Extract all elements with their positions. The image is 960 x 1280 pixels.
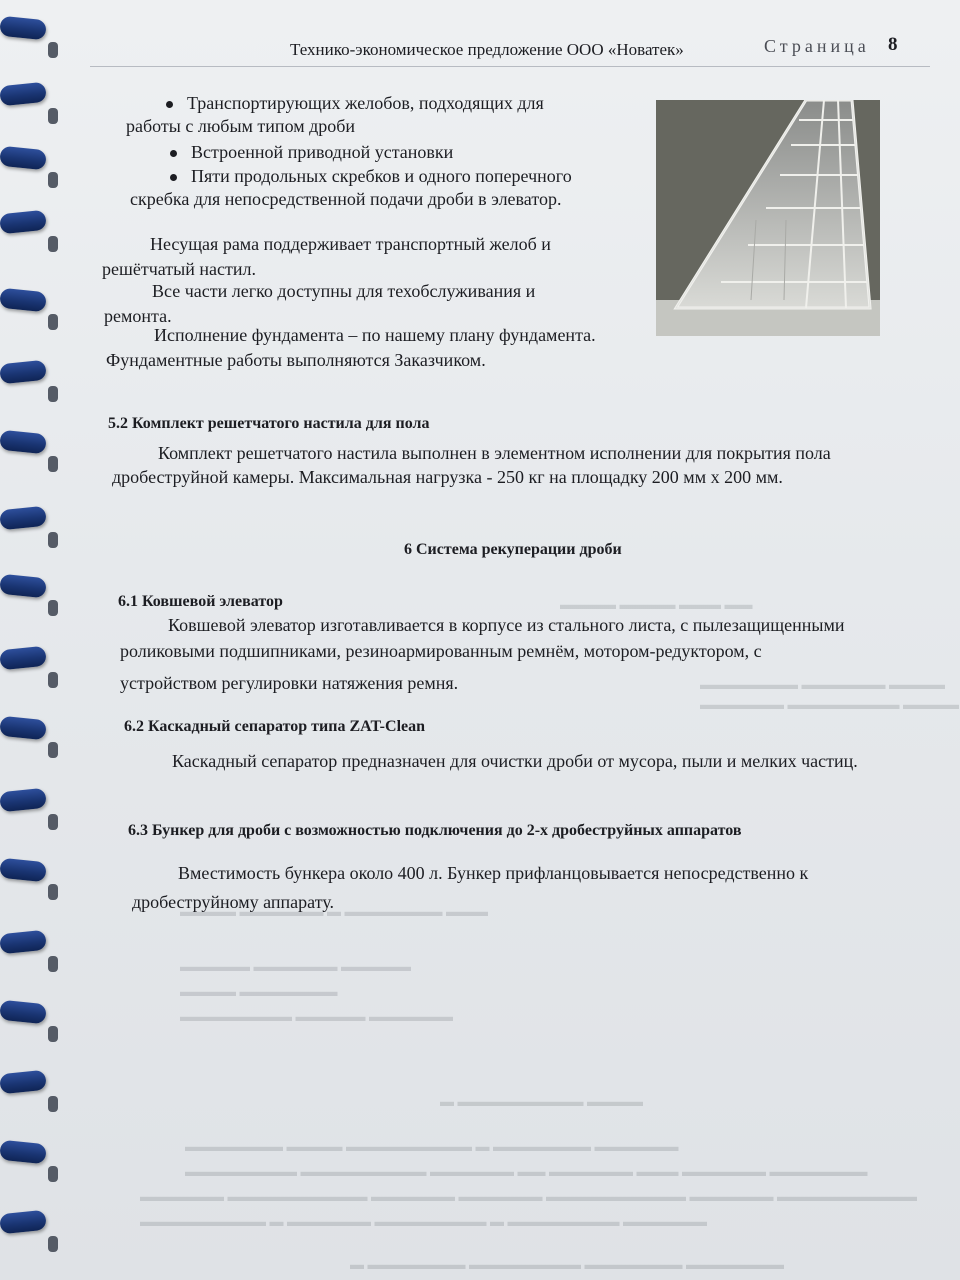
binding-ring — [0, 930, 47, 955]
bleed-through-text: ▬▬▬▬▬▬ ▬▬▬▬▬▬▬▬▬▬ ▬▬▬▬▬▬ ▬▬▬▬▬▬ ▬▬▬▬▬▬▬▬▬▬ ▬▬▬▬▬▬ ▬▬▬▬▬▬▬▬▬▬ — [140, 1190, 917, 1205]
bullet-text: Встроенной приводной установки — [191, 142, 454, 162]
bullet-text: Пяти продольных скребков и одного поперечного — [191, 166, 572, 186]
binding-ring — [0, 82, 47, 107]
spiral-binding — [0, 0, 80, 1280]
paragraph-line: устройством регулировки натяжения ремня. — [120, 673, 459, 693]
chapter-heading: 6 Система рекуперации дроби — [404, 541, 622, 558]
binding-hole — [48, 672, 58, 688]
binding-ring — [0, 716, 47, 741]
page-number: 8 — [888, 34, 898, 55]
binding-ring — [0, 16, 47, 41]
binding-hole — [48, 742, 58, 758]
binding-hole — [48, 42, 58, 58]
header-rule — [90, 66, 930, 67]
bleed-through-text: ▬▬▬▬▬▬▬▬▬ ▬ ▬▬▬▬▬▬ ▬▬▬▬▬▬▬▬ ▬ ▬▬▬▬▬▬▬▬ ▬▬▬▬▬▬ — [140, 1215, 707, 1230]
bullet-icon — [170, 150, 177, 157]
bleed-through-text: ▬▬▬▬▬▬▬▬ ▬▬▬▬▬▬▬▬▬ ▬▬▬▬▬▬ ▬▬ ▬▬▬▬▬▬ ▬▬▬ ▬▬▬▬▬▬ ▬▬▬▬▬▬▬ — [185, 1165, 868, 1180]
bleed-through-text: ▬ ▬▬▬▬▬▬▬ ▬▬▬▬▬▬▬▬ ▬▬▬▬▬▬▬ ▬▬▬▬▬▬▬ — [350, 1258, 784, 1273]
binding-ring — [0, 1070, 47, 1095]
bullet-item — [166, 92, 544, 115]
binding-hole — [48, 1096, 58, 1112]
paragraph-line: решётчатый настил. — [102, 259, 256, 279]
paragraph-line: дробеструйной камеры. Максимальная нагрузка - 250 кг на площадку 200 мм х 200 мм. — [112, 467, 783, 487]
bleed-through-text: ▬▬▬▬▬▬▬▬ ▬▬▬▬▬ ▬▬▬▬▬▬ — [180, 1010, 453, 1025]
binding-hole — [48, 386, 58, 402]
binding-hole — [48, 814, 58, 830]
bleed-through-text: ▬▬▬▬▬ ▬▬▬▬▬▬ ▬▬▬▬▬ — [180, 960, 411, 975]
binding-hole — [48, 956, 58, 972]
section-heading: 6.3 Бункер для дроби с возможностью подключения до 2-х дробеструйных аппаратов — [128, 822, 742, 839]
binding-hole — [48, 172, 58, 188]
section-heading: 6.1 Ковшевой элеватор — [118, 593, 283, 610]
binding-hole — [48, 1166, 58, 1182]
binding-hole — [48, 108, 58, 124]
paragraph-line: Вместимость бункера около 400 л. Бункер прифланцовывается непосредственно к — [178, 863, 809, 883]
grating-floor-photo — [656, 100, 880, 336]
bleed-through-text: ▬▬▬▬▬▬ ▬▬▬▬▬▬▬▬ ▬▬▬▬ — [700, 698, 959, 713]
binding-ring — [0, 1210, 47, 1235]
bleed-through-text: ▬▬▬▬▬▬▬ ▬▬▬▬ ▬▬▬▬▬▬▬▬▬ ▬ ▬▬▬▬▬▬▬ ▬▬▬▬▬▬ — [185, 1140, 679, 1155]
binding-ring — [0, 858, 47, 883]
bleed-through-text: ▬▬▬▬ ▬▬▬▬ ▬▬▬ ▬▬ — [560, 598, 753, 613]
grating-floor-illustration — [656, 100, 880, 336]
binding-ring — [0, 210, 47, 235]
binding-hole — [48, 1026, 58, 1042]
document-title: Технико-экономическое предложение ООО «Новатек» — [290, 40, 684, 59]
binding-ring — [0, 506, 47, 531]
binding-ring — [0, 1000, 47, 1025]
bullet-continuation: скребка для непосредственной подачи дроби в элеватор. — [130, 189, 562, 209]
bullet-item — [170, 165, 572, 188]
binding-hole — [48, 532, 58, 548]
paragraph-line: Каскадный сепаратор предназначен для очистки дроби от мусора, пыли и мелких частиц. — [172, 751, 858, 771]
binding-ring — [0, 574, 47, 599]
bullet-item — [170, 141, 453, 164]
section-heading: 5.2 Комплект решетчатого настила для пола — [108, 415, 430, 432]
paragraph-line: Фундаментные работы выполняются Заказчиком. — [106, 350, 486, 370]
binding-ring — [0, 1140, 47, 1165]
paragraph-line: Исполнение фундамента – по нашему плану фундамента. — [154, 325, 596, 345]
binding-hole — [48, 456, 58, 472]
paragraph-line: Несущая рама поддерживает транспортный желоб и — [150, 234, 551, 254]
page-label: Страница — [764, 36, 870, 56]
paragraph-line: Ковшевой элеватор изготавливается в корпусе из стального листа, с пылезащищенными — [168, 615, 845, 635]
binding-ring — [0, 146, 47, 171]
binding-hole — [48, 236, 58, 252]
paragraph-line: дробеструйному аппарату. — [132, 892, 335, 912]
bullet-icon — [170, 174, 177, 181]
binding-ring — [0, 288, 47, 313]
binding-hole — [48, 600, 58, 616]
bleed-through-text: ▬▬▬▬ ▬▬▬▬▬▬▬ — [180, 985, 338, 1000]
paragraph-line: ремонта. — [104, 306, 172, 326]
binding-hole — [48, 314, 58, 330]
bullet-text: Транспортирующих желобов, подходящих для — [187, 93, 544, 113]
bullet-icon — [166, 101, 173, 108]
binding-ring — [0, 646, 47, 671]
binding-ring — [0, 430, 47, 455]
paragraph-line: Все части легко доступны для техобслуживания и — [152, 281, 536, 301]
bleed-through-text: ▬▬▬▬▬▬▬ ▬▬▬▬▬▬ ▬▬▬▬ — [700, 678, 945, 693]
paragraph-line: Комплект решетчатого настила выполнен в элементном исполнении для покрытия пола — [158, 443, 831, 463]
bleed-through-text: ▬▬▬▬ ▬▬▬▬▬▬ ▬ ▬▬▬▬▬▬▬ ▬▬▬ — [180, 905, 488, 920]
bullet-continuation: работы с любым типом дроби — [126, 116, 356, 136]
binding-hole — [48, 884, 58, 900]
binding-hole — [48, 1236, 58, 1252]
binding-ring — [0, 360, 47, 385]
section-heading: 6.2 Каскадный сепаратор типа ZAT-Clean — [124, 718, 426, 735]
paragraph-line: роликовыми подшипниками, резиноармированным ремнём, мотором-редуктором, с — [120, 641, 762, 661]
binding-ring — [0, 788, 47, 813]
bleed-through-text: ▬ ▬▬▬▬▬▬▬▬▬ ▬▬▬▬ — [440, 1095, 643, 1110]
